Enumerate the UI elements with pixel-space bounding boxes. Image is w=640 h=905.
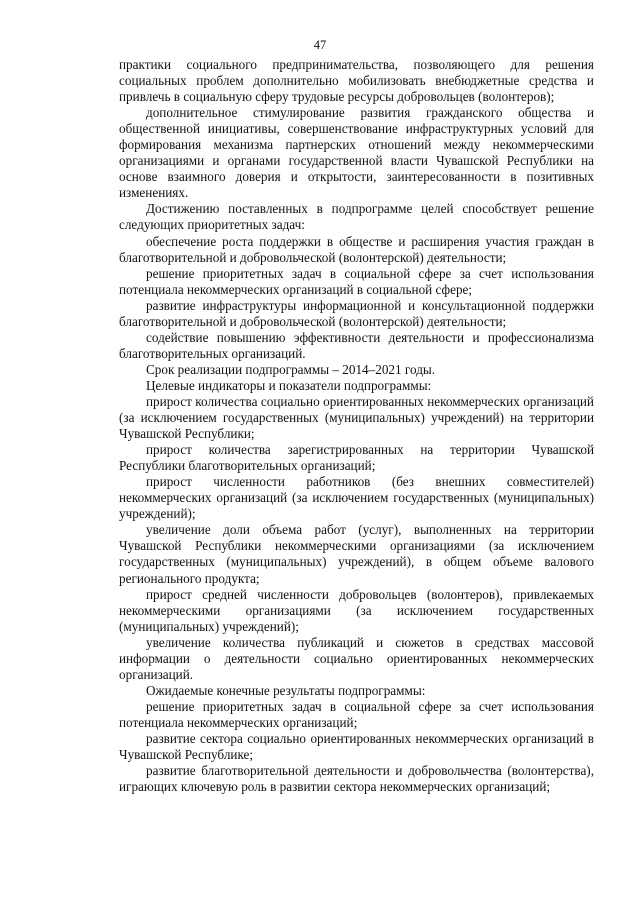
paragraph: содействие повышению эффективности деятельности и профессионализма благотворительных организаций.: [119, 329, 594, 361]
paragraph: увеличение количества публикаций и сюжетов в средствах массовой информации о деятельности социально ориентированных некоммерческих организаций.: [119, 634, 594, 682]
paragraph: практики социального предпринимательства, позволяющего для решения социальных проблем дополнительно мобилизовать внебюджетные средства и привлечь в социальную сферу трудовые ресурсы добровольцев (волонтеров);: [119, 57, 594, 105]
document-body: [119, 57, 594, 795]
paragraph: Ожидаемые конечные результаты подпрограммы:: [146, 682, 426, 698]
page-number: 47: [313, 38, 327, 52]
paragraph: Срок реализации подпрограммы – 2014–2021 годы.: [146, 361, 436, 377]
paragraph: решение приоритетных задач в социальной сфере за счет использования потенциала некоммерческих организаций;: [119, 698, 594, 730]
paragraph: обеспечение роста поддержки в обществе и расширения участия граждан в благотворительной и добровольческой (волонтерской) деятельности;: [119, 233, 594, 265]
paragraph: увеличение доли объема работ (услуг), выполненных на территории Чувашской Республики некоммерческими организациями (за исключением государственных (муниципальных) учреждений), в общем объеме валового регионального продукта;: [119, 522, 594, 586]
paragraph: развитие благотворительной деятельности и добровольчества (волонтерства), играющих ключевую роль в развитии сектора некоммерческих организаций;: [119, 763, 594, 795]
paragraph: развитие сектора социально ориентированных некоммерческих организаций в Чувашской Республике;: [119, 730, 594, 763]
paragraph: прирост количества социально ориентированных некоммерческих организаций (за исключением государственных (муниципальных) учреждений) на территории Чувашской Республики;: [119, 393, 594, 442]
paragraph: прирост численности работников (без внешних совместителей) некоммерческих организаций (за исключением государственных (муниципальных) учреждений);: [119, 474, 594, 522]
paragraph: Целевые индикаторы и показатели подпрограммы:: [146, 377, 432, 393]
paragraph: решение приоритетных задач в социальной сфере за счет использования потенциала некоммерческих организаций в социальной сфере;: [119, 265, 594, 297]
paragraph: Достижению поставленных в подпрограмме целей способствует решение следующих приоритетных задач:: [119, 201, 594, 233]
paragraph: дополнительное стимулирование развития гражданского общества и общественной инициативы, совершенствование инфраструктурных условий для формирования механизма партнерских отношений между некоммерческими организациями и органами государственной власти Чувашской Республики на основе взаимного доверия и открытости, заинтересованности в позитивных изменениях.: [119, 105, 594, 201]
paragraph: развитие инфраструктуры информационной и консультационной поддержки благотворительной и добровольческой (волонтерской) деятельности;: [119, 297, 594, 329]
paragraph: прирост средней численности добровольцев (волонтеров), привлекаемых некоммерческими организациями (за исключением государственных (муниципальных) учреждений);: [119, 586, 594, 634]
paragraph: прирост количества зарегистрированных на территории Чувашской Республики благотворительных организаций;: [119, 442, 594, 474]
